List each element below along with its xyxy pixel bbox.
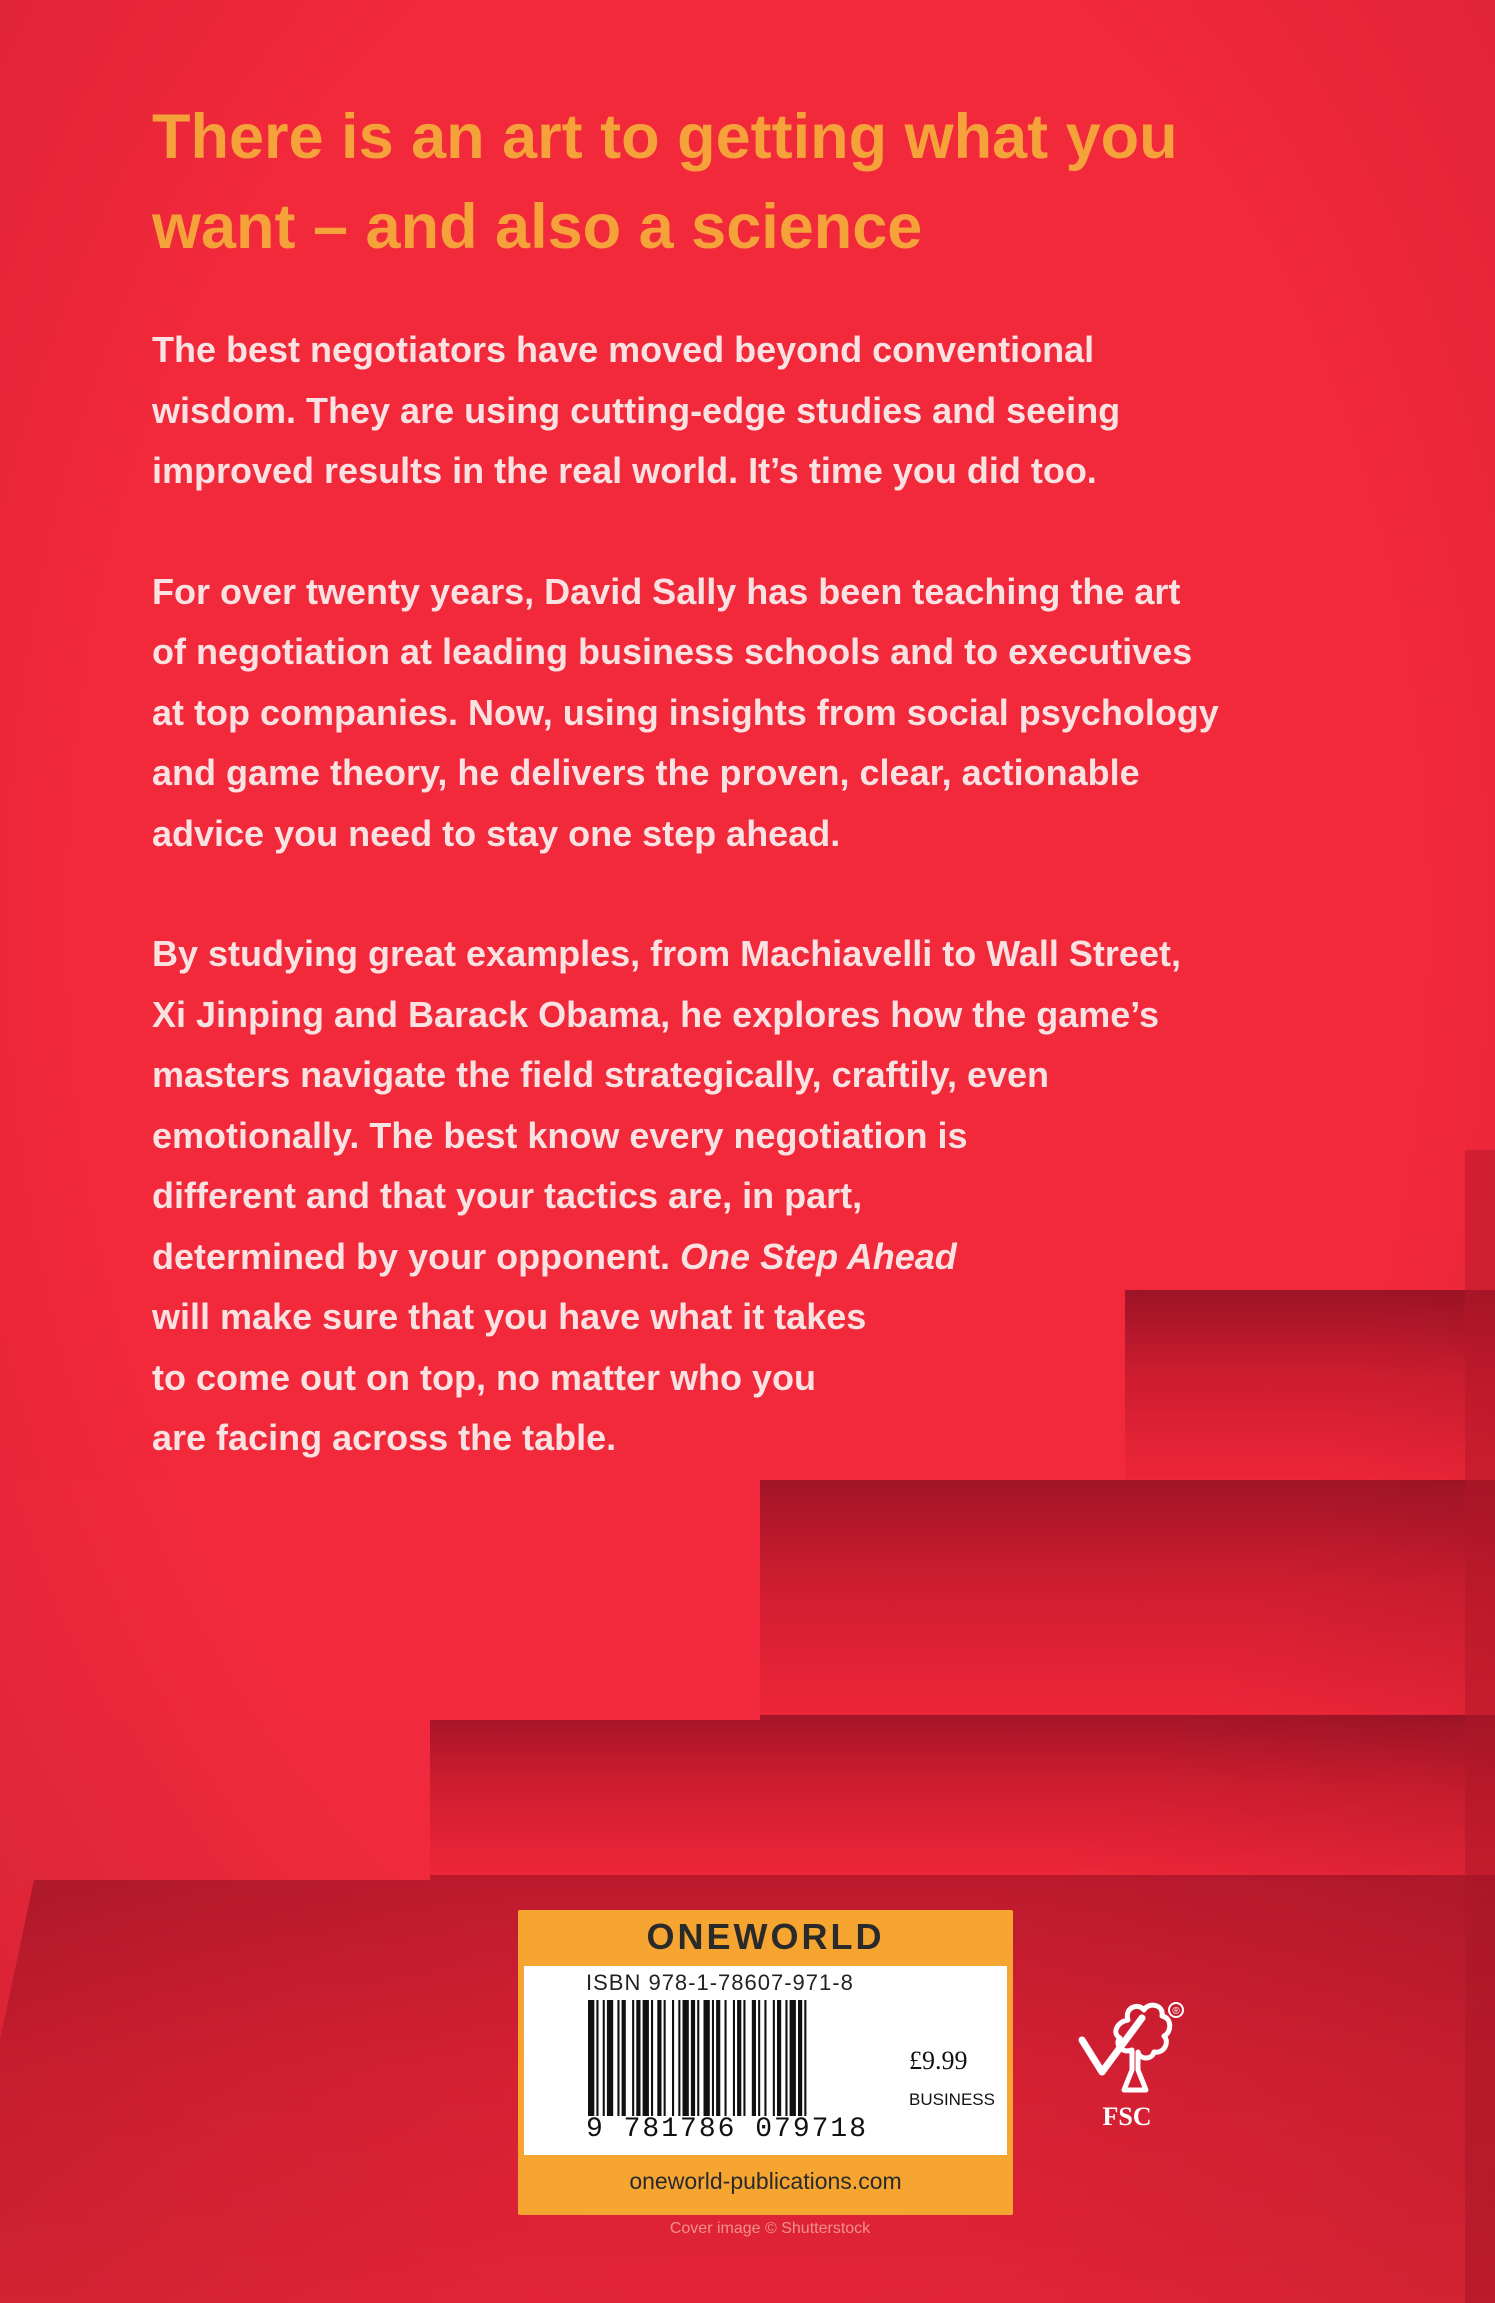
book-title-italic: One Step Ahead xyxy=(680,1235,957,1277)
blurb-line: wisdom. They are using cutting-edge studies and seeing xyxy=(152,389,1121,431)
category: BUSINESS xyxy=(909,2090,995,2109)
barcode-bar xyxy=(758,2000,760,2116)
blurb-line: Xi Jinping and Barack Obama, he explores how the game’s xyxy=(152,993,1159,1035)
isbn-text: ISBN 978-1-78607-971-8 xyxy=(586,1970,854,1995)
blurb-paragraph-2 xyxy=(152,562,1412,865)
barcode-bar xyxy=(617,2000,619,2116)
barcode-bar xyxy=(683,2000,689,2116)
cover-image-credit: Cover image © Shutterstock xyxy=(669,2220,871,2237)
cover-headline xyxy=(152,92,1412,272)
blurb-line: and game theory, he delivers the proven, clear, actionable xyxy=(152,752,1140,793)
barcode-bar xyxy=(691,2000,695,2116)
barcode-bar xyxy=(603,2000,605,2116)
blurb-paragraph-1 xyxy=(152,320,1412,502)
blurb-line: will make sure that you have what it takes xyxy=(152,1296,867,1337)
barcode-bar xyxy=(733,2000,735,2116)
barcode-bar xyxy=(752,2000,756,2116)
barcode-digits: 9 781786 079718 xyxy=(586,2114,869,2145)
barcode-bar xyxy=(643,2000,649,2116)
blurb-line xyxy=(152,1227,1412,1288)
barcode-bar xyxy=(636,2000,640,2116)
cover-blurb xyxy=(152,320,1412,1529)
barcode-bar xyxy=(725,2000,727,2116)
blurb-line: are facing across the table. xyxy=(152,1417,617,1458)
publisher-name: ONEWORLD xyxy=(646,1916,885,1957)
barcode-bar xyxy=(657,2000,661,2116)
barcode-bar xyxy=(622,2000,626,2116)
barcode-bar xyxy=(712,2000,714,2116)
barcode-bar xyxy=(737,2000,741,2116)
barcode-bar xyxy=(588,2000,594,2116)
barcode-bar xyxy=(716,2000,720,2116)
price: £9.99 xyxy=(909,2046,968,2075)
barcode-bar xyxy=(697,2000,699,2116)
fsc-tree-checkmark-icon xyxy=(1068,2000,1188,2110)
blurb-line: The best negotiators have moved beyond conventional xyxy=(152,329,1095,370)
blurb-line: emotionally. The best know every negotiation is xyxy=(152,1114,968,1156)
barcode-bar xyxy=(678,2000,680,2116)
blurb-line: of negotiation at leading business schools and to executives xyxy=(152,631,1193,672)
blurb-line: different and that your tactics are, in part, xyxy=(152,1175,863,1216)
barcode-bar xyxy=(607,2000,613,2116)
barcode-bar xyxy=(672,2000,674,2116)
blurb-line: improved results in the real world. It’s time you did too. xyxy=(152,450,1097,491)
blurb-line: For over twenty years, David Sally has been teaching the art xyxy=(152,570,1181,612)
barcode xyxy=(584,2000,884,2116)
publisher-url: oneworld-publications.com xyxy=(629,2168,902,2194)
barcode-bar xyxy=(743,2000,745,2116)
barcode-bar xyxy=(704,2000,710,2116)
headline-line-1: There is an art to getting what you xyxy=(152,102,1178,172)
blurb-text: determined by your opponent. xyxy=(152,1235,671,1277)
blurb-line: masters navigate the field strategically, craftily, even xyxy=(152,1054,1050,1095)
barcode-bar xyxy=(804,2000,806,2116)
blurb-line: at top companies. Now, using insights from social psychology xyxy=(152,691,1219,733)
barcode-panel xyxy=(524,1966,1007,2155)
headline-line-2: want – and also a science xyxy=(152,192,923,262)
barcode-bar xyxy=(790,2000,796,2116)
barcode-bar xyxy=(785,2000,787,2116)
blurb-paragraph-3 xyxy=(152,924,1412,1469)
blurb-line: to come out on top, no matter who you xyxy=(152,1356,816,1398)
barcode-bar xyxy=(777,2000,781,2116)
barcode-bar xyxy=(798,2000,802,2116)
blurb-line: By studying great examples, from Machiavelli to Wall Street, xyxy=(152,933,1181,974)
barcode-bar xyxy=(773,2000,775,2116)
barcode-label xyxy=(518,1910,1013,2215)
barcode-bar xyxy=(651,2000,653,2116)
barcode-bar xyxy=(764,2000,766,2116)
barcode-bar xyxy=(664,2000,666,2116)
barcode-bar xyxy=(632,2000,634,2116)
registered-mark: ® xyxy=(1172,2006,1180,2017)
blurb-line: advice you need to stay one step ahead. xyxy=(152,812,841,854)
barcode-bar xyxy=(596,2000,598,2116)
fsc-label: FSC xyxy=(1102,2102,1152,2131)
